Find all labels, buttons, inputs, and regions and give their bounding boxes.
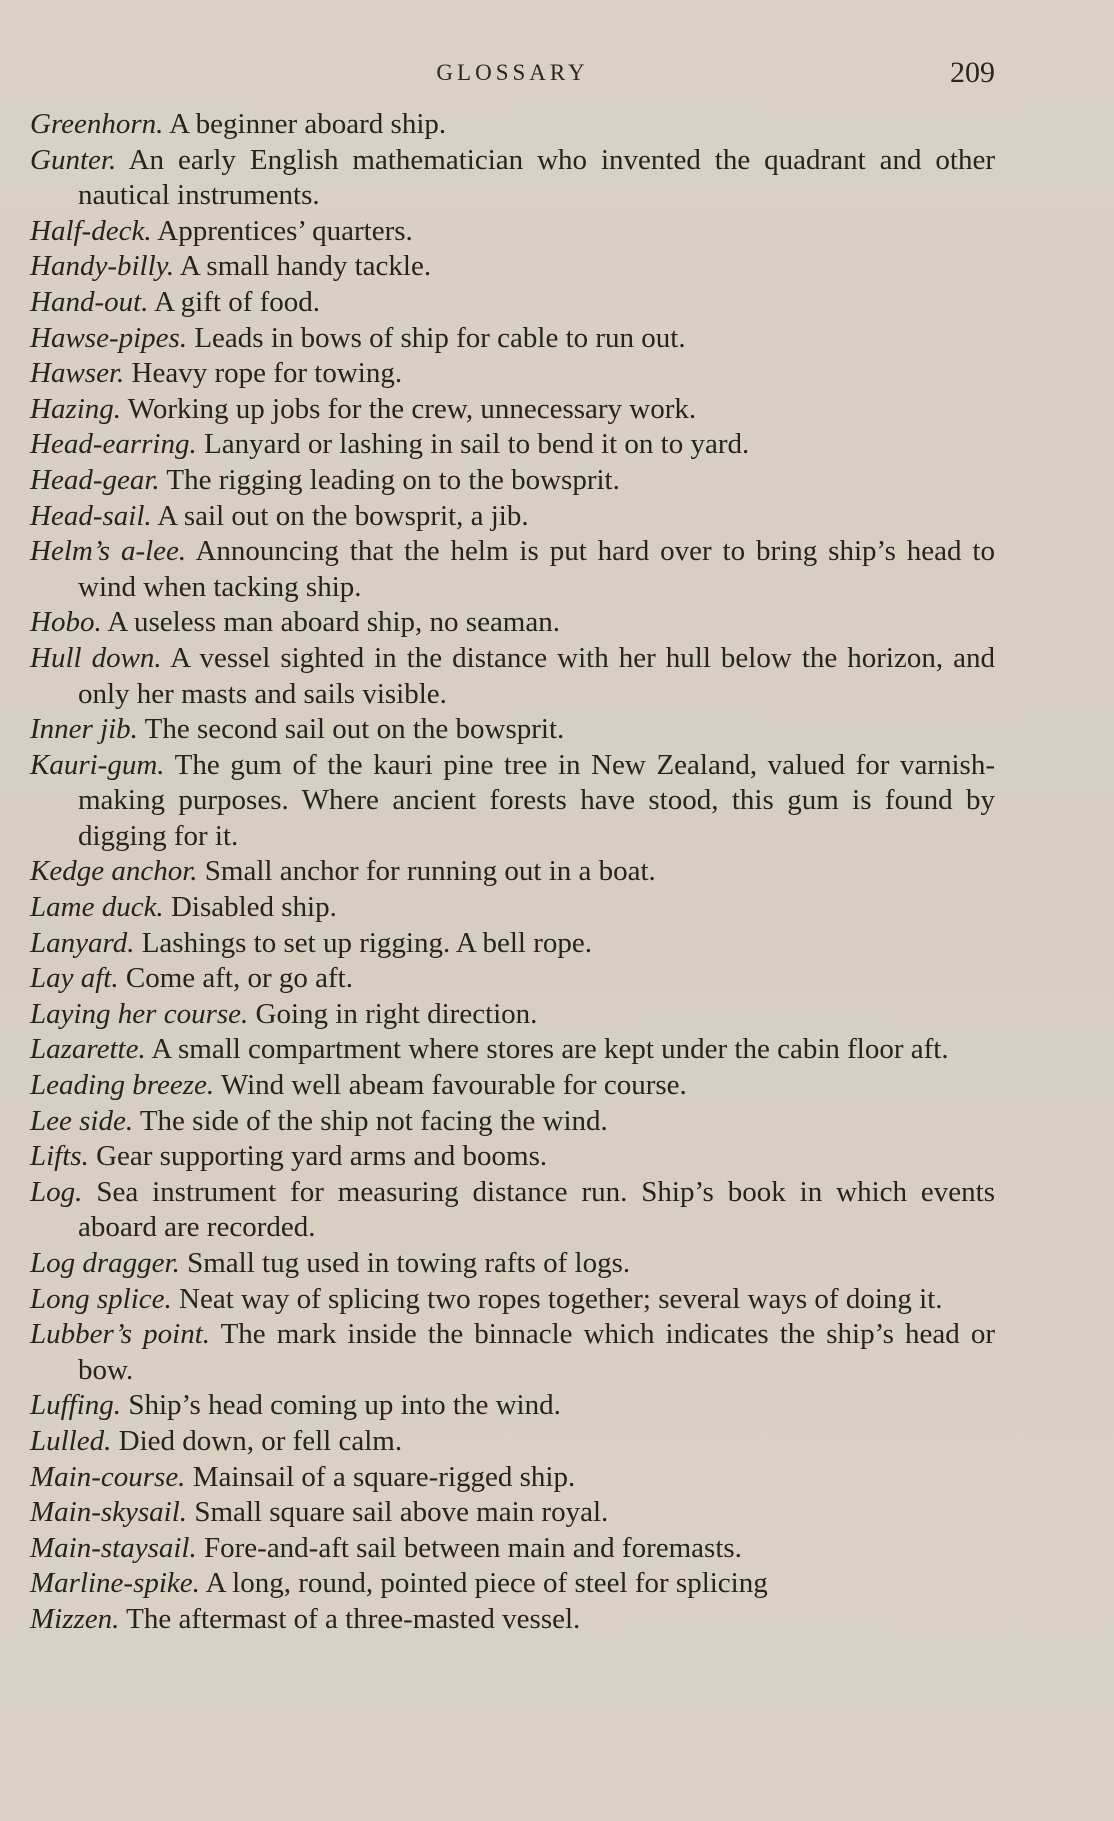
entry-term: Hull down. <box>30 641 162 674</box>
glossary-entry <box>30 1246 995 1282</box>
entry-definition: A useless man aboard ship, no seaman. <box>107 606 560 639</box>
glossary-entry <box>30 890 995 926</box>
entry-definition: Apprentices’ quarters. <box>157 214 413 247</box>
entry-definition: Lanyard or lashing in sail to bend it on to yard. <box>203 428 750 461</box>
glossary-entry <box>30 1602 995 1638</box>
page-number: 209 <box>950 56 995 89</box>
glossary-entry <box>30 143 995 214</box>
entry-term: Log. <box>30 1175 83 1208</box>
entry-term: Kauri-gum. <box>30 748 165 781</box>
entry-term: Log dragger. <box>30 1247 180 1279</box>
entry-term: Lubber’s point. <box>30 1318 211 1351</box>
glossary-entry <box>30 1460 995 1496</box>
entry-definition: Heavy rope for towing. <box>131 357 403 390</box>
entry-definition: Fore-and-aft sail between main and foremasts. <box>204 1531 742 1564</box>
running-head <box>30 56 995 96</box>
glossary-entry <box>30 107 995 143</box>
entry-term: Main-course. <box>30 1460 186 1493</box>
glossary-entry <box>30 926 995 962</box>
entry-term: Mizzen. <box>30 1602 120 1635</box>
entry-term: Lifts. <box>30 1140 89 1173</box>
entry-term: Lanyard. <box>30 926 135 959</box>
glossary-entry <box>30 1175 995 1246</box>
entry-term: Gunter. <box>30 143 117 176</box>
entry-term: Hand-out. <box>30 285 149 318</box>
glossary-entry <box>30 1388 995 1424</box>
glossary-entry <box>30 285 995 321</box>
glossary-entry <box>30 214 995 250</box>
glossary-entries <box>30 107 995 1638</box>
entry-term: Half-deck. <box>30 214 152 247</box>
entry-definition: The aftermast of a three-masted vessel. <box>126 1602 581 1635</box>
entry-definition: A sail out on the bowsprit, a jib. <box>157 499 529 532</box>
entry-definition: Gear supporting yard arms and booms. <box>96 1140 548 1173</box>
entry-term: Main-skysail. <box>30 1496 188 1529</box>
entry-definition: Neat way of splicing two ropes together; several ways of doing it. <box>179 1282 943 1315</box>
glossary-entry <box>30 1495 995 1531</box>
glossary-entry <box>30 499 995 535</box>
entry-definition: The second sail out on the bowsprit. <box>144 713 565 746</box>
entry-term: Head-earring. <box>30 428 197 461</box>
entry-definition: Going in right direction. <box>255 997 538 1030</box>
entry-definition: Small square sail above main royal. <box>194 1496 609 1529</box>
entry-definition: Lashings to set up rigging. A bell rope. <box>141 926 592 959</box>
entry-definition: Working up jobs for the crew, unnecessary work. <box>127 392 697 425</box>
glossary-entry <box>30 1317 995 1388</box>
entry-definition: A beginner aboard ship. <box>169 108 447 140</box>
entry-term: Hobo. <box>30 606 102 639</box>
entry-definition: The gum of the kauri pine tree in New Zealand, valued for varnish-making purposes. Where ancient forests have stood, this gum is found by digging for it. <box>78 748 996 852</box>
entry-term: Greenhorn. <box>30 108 164 140</box>
entry-term: Luffing. <box>30 1389 122 1422</box>
entry-term: Leading breeze. <box>30 1069 215 1102</box>
glossary-entry <box>30 1139 995 1175</box>
entry-term: Lame duck. <box>30 891 164 924</box>
glossary-entry <box>30 534 995 605</box>
glossary-entry <box>30 1104 995 1140</box>
glossary-entry <box>30 1068 995 1104</box>
entry-definition: Come aft, or go aft. <box>125 962 353 995</box>
entry-definition: The side of the ship not facing the wind. <box>139 1104 608 1137</box>
entry-definition: Leads in bows of ship for cable to run out. <box>194 321 686 354</box>
glossary-entry <box>30 249 995 285</box>
entry-definition: Small tug used in towing rafts of logs. <box>187 1247 631 1279</box>
running-title: GLOSSARY <box>436 60 589 85</box>
entry-term: Lazarette. <box>30 1033 146 1066</box>
glossary-entry <box>30 997 995 1033</box>
entry-definition: A small compartment where stores are kept under the cabin floor aft. <box>151 1033 949 1066</box>
glossary-entry <box>30 427 995 463</box>
entry-term: Marline-spike. <box>30 1567 200 1600</box>
entry-term: Kedge anchor. <box>30 855 198 888</box>
entry-term: Lulled. <box>30 1424 112 1457</box>
entry-definition: Died down, or fell calm. <box>118 1424 403 1457</box>
entry-term: Handy-billy. <box>30 250 175 283</box>
entry-definition: Mainsail of a square-rigged ship. <box>192 1460 576 1493</box>
glossary-entry <box>30 1424 995 1460</box>
glossary-entry <box>30 1032 995 1068</box>
glossary-entry <box>30 748 995 855</box>
glossary-entry <box>30 321 995 357</box>
entry-term: Hawse-pipes. <box>30 321 188 354</box>
entry-definition: A small handy tackle. <box>179 250 432 283</box>
entry-term: Head-sail. <box>30 499 152 532</box>
glossary-entry <box>30 961 995 997</box>
glossary-entry <box>30 641 995 712</box>
entry-definition: A gift of food. <box>154 285 321 318</box>
entry-term: Lee side. <box>30 1104 134 1137</box>
entry-definition: A vessel sighted in the distance with her hull below the horizon, and only her masts and sails visible. <box>78 641 995 710</box>
entry-term: Inner jib. <box>30 713 138 746</box>
glossary-entry <box>30 1531 995 1567</box>
entry-definition: An early English mathematician who invented the quadrant and other nautical instruments. <box>78 143 995 212</box>
entry-definition: Disabled ship. <box>170 891 337 924</box>
entry-term: Main-staysail. <box>30 1531 197 1564</box>
entry-term: Helm’s a-lee. <box>30 535 187 568</box>
entry-term: Long splice. <box>30 1282 172 1315</box>
entry-definition: The mark inside the binnacle which indicates the ship’s head or bow. <box>78 1318 995 1386</box>
entry-term: Head-gear. <box>30 463 160 496</box>
glossary-entry <box>30 1566 995 1602</box>
entry-definition: Small anchor for running out in a boat. <box>204 855 656 888</box>
entry-definition: The rigging leading on to the bowsprit. <box>166 463 620 496</box>
entry-term: Lay aft. <box>30 962 119 995</box>
glossary-entry <box>30 356 995 392</box>
glossary-entry <box>30 392 995 428</box>
glossary-entry <box>30 712 995 748</box>
glossary-entry <box>30 854 995 890</box>
entry-definition: Announcing that the helm is put hard over to bring ship’s head to wind when tacking ship. <box>78 535 995 603</box>
glossary-entry <box>30 463 995 499</box>
entry-term: Hazing. <box>30 392 122 425</box>
glossary-entry <box>30 605 995 641</box>
entry-definition: Ship’s head coming up into the wind. <box>128 1389 561 1422</box>
entry-definition: A long, round, pointed piece of steel for splicing <box>205 1567 768 1600</box>
entry-term: Laying her course. <box>30 997 249 1030</box>
entry-term: Hawser. <box>30 357 125 390</box>
entry-definition: Sea instrument for measuring distance run. Ship’s book in which events aboard are recorded. <box>78 1175 995 1244</box>
entry-definition: Wind well abeam favourable for course. <box>220 1069 687 1102</box>
glossary-entry <box>30 1282 995 1318</box>
